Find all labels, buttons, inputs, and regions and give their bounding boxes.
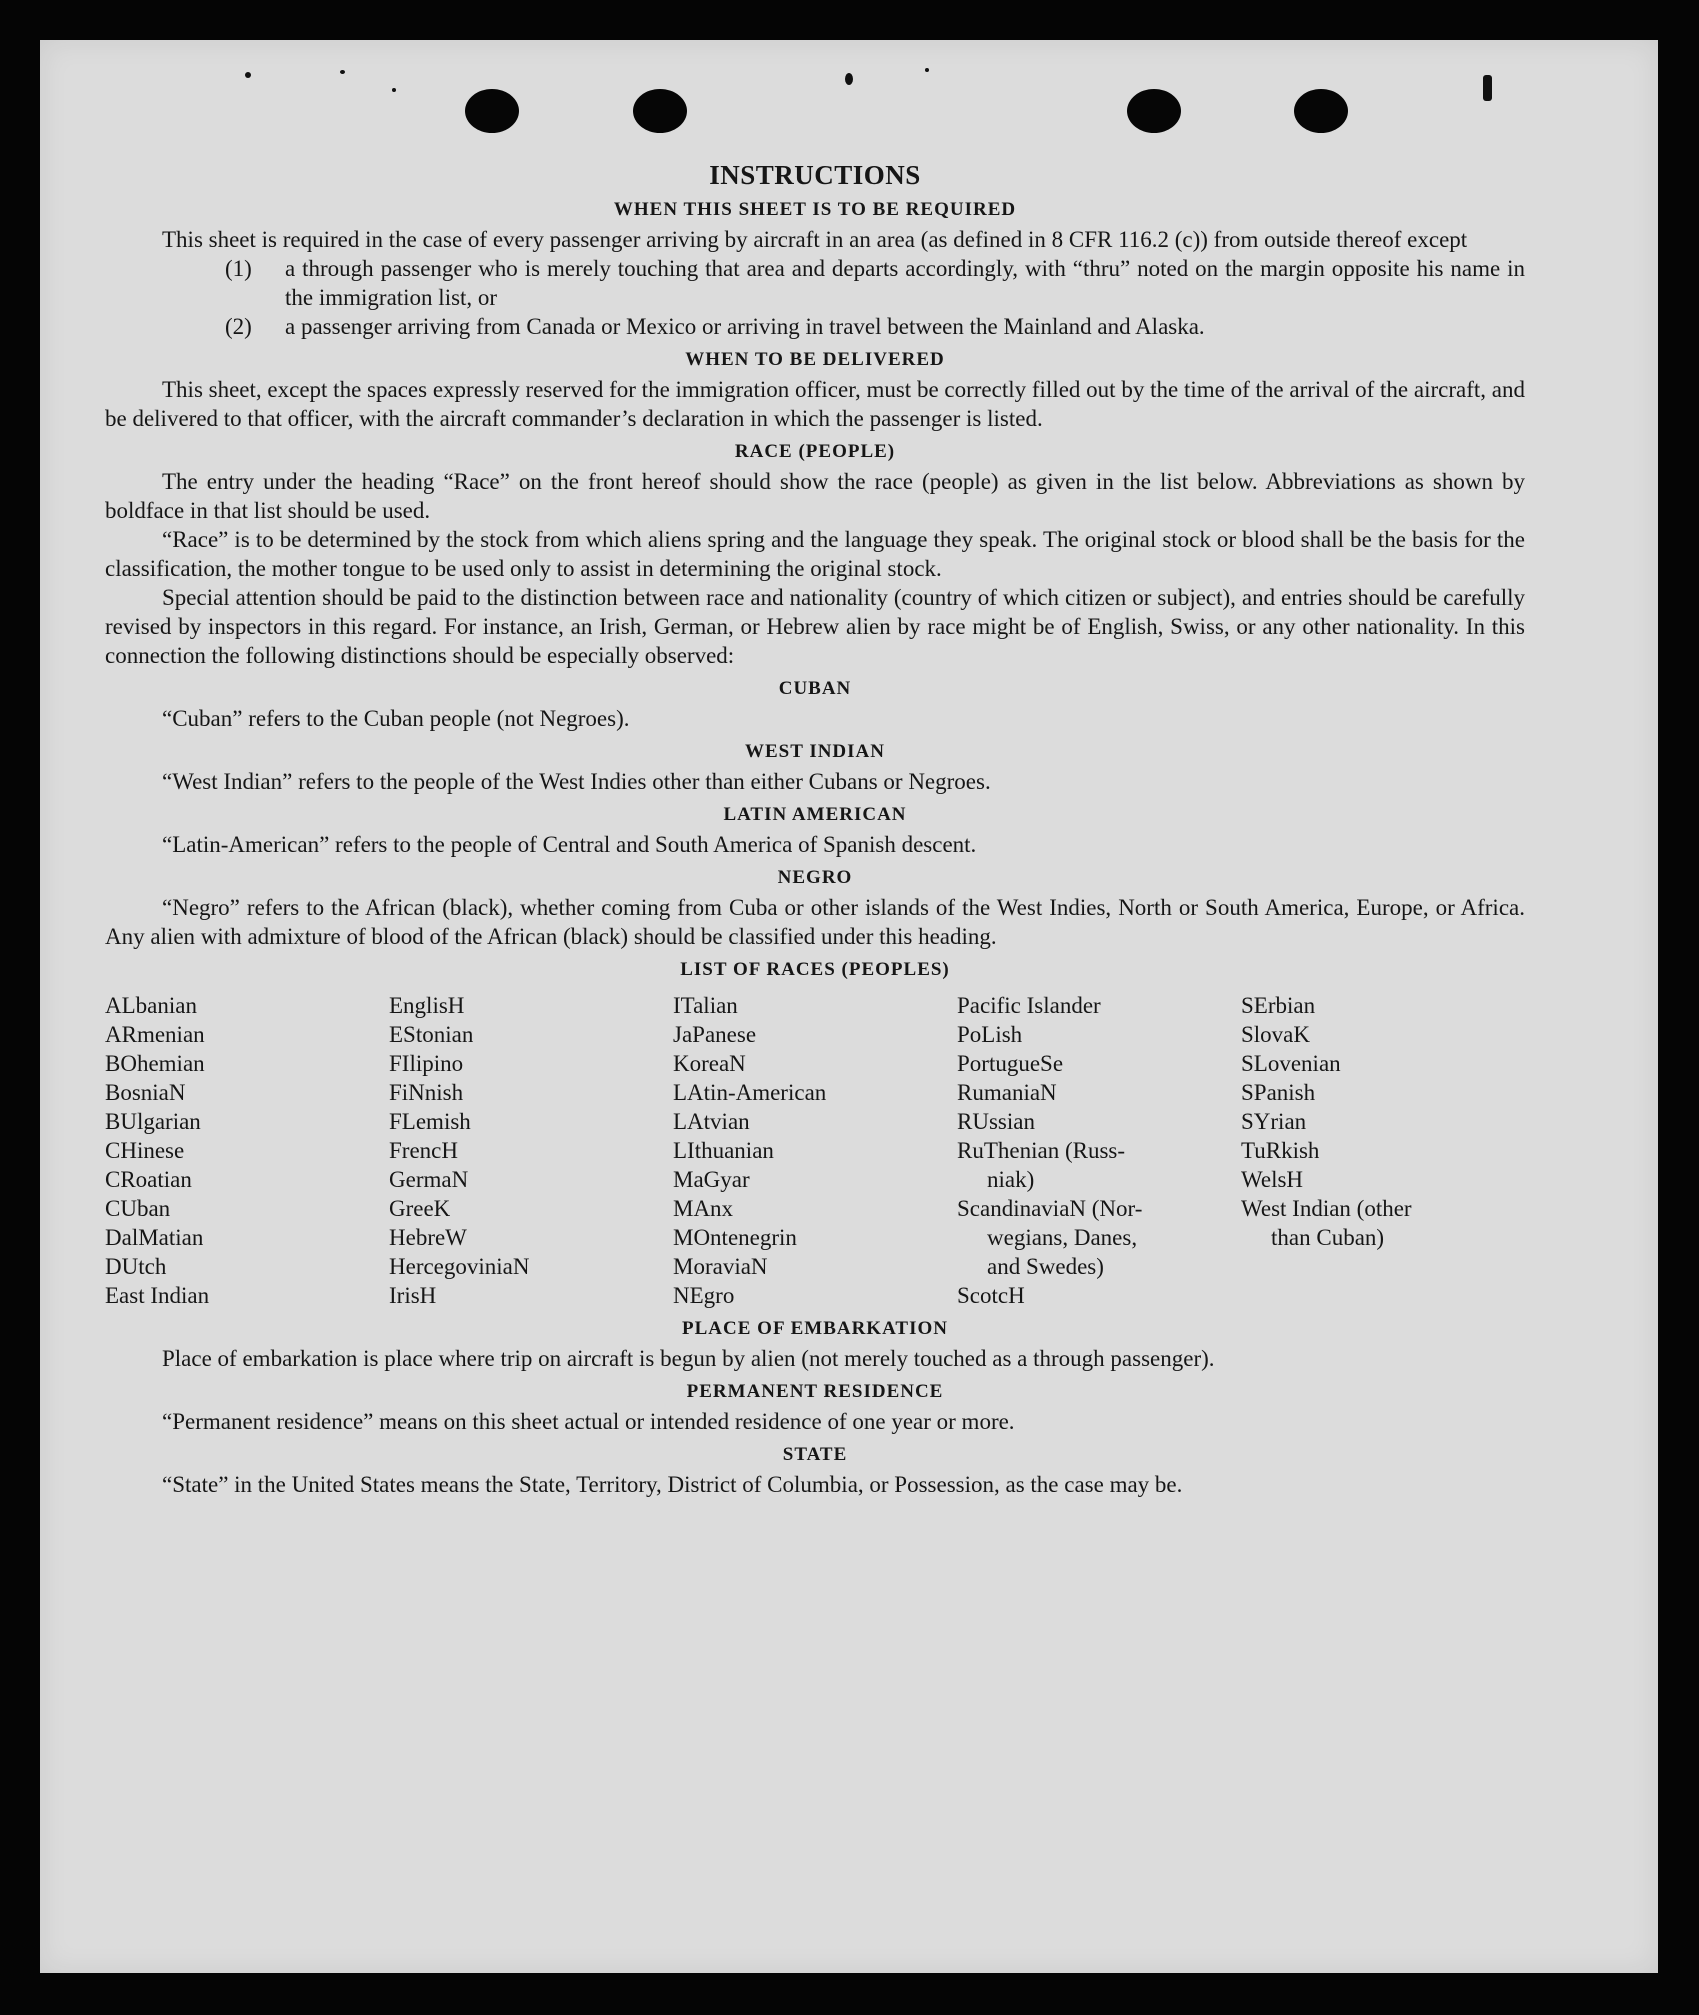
race-entry: Pacific Islander [957,993,1101,1018]
race-entry: IrisH [389,1283,437,1308]
section-heading: RACE (PEOPLE) [734,441,896,462]
race-entry: MoraviaN [673,1254,768,1279]
race-entry: JaPanese [673,1022,757,1047]
race-entry: West Indian (other [1241,1196,1412,1221]
race-entry: BOhemian [105,1051,205,1076]
paragraph: “State” in the United States means the State, Territory, District of Columbia, or Possession, as the case may be. [162,1472,1183,1497]
race-entry: GermaN [389,1167,469,1192]
section-heading: WHEN THIS SHEET IS TO BE REQUIRED [613,199,1017,220]
race-entry: NEgro [673,1283,735,1308]
race-entry: wegians, Danes, [987,1225,1138,1250]
race-entry: than Cuban) [1271,1225,1385,1250]
section-heading: WEST INDIAN [745,741,885,762]
race-entry: CRoatian [105,1167,192,1192]
punch-hole [1127,89,1181,133]
race-entry: HercegoviniaN [389,1254,530,1279]
race-entry: MaGyar [673,1167,750,1192]
race-list [105,991,1525,1310]
section-heading: NEGRO [777,867,853,888]
race-entry: ARmenian [105,1022,205,1047]
race-entry: HebreW [389,1225,467,1250]
race-entry: ScandinaviaN (Nor- [957,1196,1143,1221]
paragraph: “Race” is to be determined by the stock from which aliens spring and the language they speak. The original stock or blood shall be the basis for the classification, the mother tongue to be used only to assist in determining the original stock. [105,527,1525,581]
ink-speck [845,73,853,85]
race-entry: ScotcH [957,1283,1025,1308]
numbered-item [225,254,1525,312]
section-heading: CUBAN [778,678,852,699]
paragraph: The entry under the heading “Race” on the front hereof should show the race (people) as given in the list below. Abbreviations as shown by boldface in that list should be used. [105,469,1525,523]
race-entry: WelsH [1241,1167,1304,1192]
race-entry: EnglisH [389,993,465,1018]
race-entry: TuRkish [1241,1138,1320,1163]
race-entry: LAtvian [673,1109,750,1134]
instructions-content [105,160,1525,1499]
race-entry: SPanish [1241,1080,1316,1105]
section-heading: WHEN TO BE DELIVERED [685,349,945,370]
race-entry: DUtch [105,1254,167,1279]
race-entry: and Swedes) [987,1254,1104,1279]
paragraph: “West Indian” refers to the people of the West Indies other than either Cubans or Negroes. [162,769,991,794]
race-entry: RuThenian (Russ- [957,1138,1126,1163]
punch-hole [1294,89,1348,133]
race-entry: SlovaK [1241,1022,1310,1047]
race-entry: SErbian [1241,993,1316,1018]
section-heading: LIST OF RACES (PEOPLES) [680,959,950,980]
race-column [105,991,389,1310]
item-number: (2) [225,314,252,339]
race-entry: PoLish [957,1022,1023,1047]
ink-speck [340,70,345,74]
ink-speck [925,68,929,72]
paragraph: Special attention should be paid to the distinction between race and nationality (country of which citizen or subject), and entries should be carefully revised by inspectors in this regard. For instance, an Irish, German, or Hebrew alien by race might be of English, Swiss, or any other nationality. In this connection the following distinctions should be especially observed: [105,585,1525,668]
race-entry: FIlipino [389,1051,464,1076]
ink-speck [1483,75,1492,101]
race-entry: SYrian [1241,1109,1307,1134]
race-column [957,991,1241,1310]
race-entry: East Indian [105,1283,210,1308]
race-column [1241,991,1525,1310]
page-title: INSTRUCTIONS [709,160,921,190]
race-entry: CHinese [105,1138,185,1163]
paragraph: Place of embarkation is place where trip on aircraft is begun by alien (not merely touched as a through passenger). [162,1346,1215,1371]
race-entry: BosniaN [105,1080,186,1105]
item-text: a through passenger who is merely touching that area and departs accordingly, with “thru” noted on the margin opposite his name in the immigration list, or [285,256,1525,310]
punch-hole [465,89,519,133]
race-entry: FLemish [389,1109,471,1134]
paragraph: This sheet, except the spaces expressly reserved for the immigration officer, must be correctly filled out by the time of the arrival of the aircraft, and be delivered to that officer, with the aircraft commander’s declaration in which the passenger is listed. [105,377,1525,431]
paragraph: “Permanent residence” means on this sheet actual or intended residence of one year or more. [162,1409,1015,1434]
race-entry: niak) [987,1167,1035,1192]
race-entry: PortugueSe [957,1051,1064,1076]
race-entry: MAnx [673,1196,734,1221]
race-entry: LIthuanian [673,1138,774,1163]
race-entry: CUban [105,1196,171,1221]
paragraph: “Latin-American” refers to the people of Central and South America of Spanish descent. [162,832,977,857]
race-entry: ALbanian [105,993,197,1018]
race-entry: ITalian [673,993,738,1018]
paragraph: This sheet is required in the case of every passenger arriving by aircraft in an area (as defined in 8 CFR 116.2 (c)) from outside thereof except [162,227,1468,252]
race-entry: RumaniaN [957,1080,1057,1105]
paragraph: “Negro” refers to the African (black), whether coming from Cuba or other islands of the West Indies, North or South America, Europe, or Africa. Any alien with admixture of blood of the African (black) should be classified under this heading. [105,895,1525,949]
section-heading: STATE [782,1444,848,1465]
punch-hole [633,89,687,133]
section-heading: LATIN AMERICAN [723,804,907,825]
ink-speck [245,72,251,78]
race-column [389,991,673,1310]
race-entry: LAtin-American [673,1080,827,1105]
race-entry: KoreaN [673,1051,746,1076]
race-column [673,991,957,1310]
race-entry: RUssian [957,1109,1035,1134]
numbered-item [225,312,1525,341]
document-sheet [40,40,1658,1973]
item-text: a passenger arriving from Canada or Mexico or arriving in travel between the Mainland and Alaska. [285,314,1205,339]
race-entry: EStonian [389,1022,474,1047]
ink-speck [392,88,396,92]
section-heading: PLACE OF EMBARKATION [682,1318,948,1339]
race-entry: FrencH [389,1138,458,1163]
race-entry: BUlgarian [105,1109,201,1134]
race-entry: GreeK [389,1196,451,1221]
race-entry: SLovenian [1241,1051,1341,1076]
race-entry: DalMatian [105,1225,204,1250]
race-entry: MOntenegrin [673,1225,797,1250]
item-number: (1) [225,256,252,281]
race-entry: FiNnish [389,1080,464,1105]
paragraph: “Cuban” refers to the Cuban people (not Negroes). [162,706,630,731]
section-heading: PERMANENT RESIDENCE [686,1381,944,1402]
